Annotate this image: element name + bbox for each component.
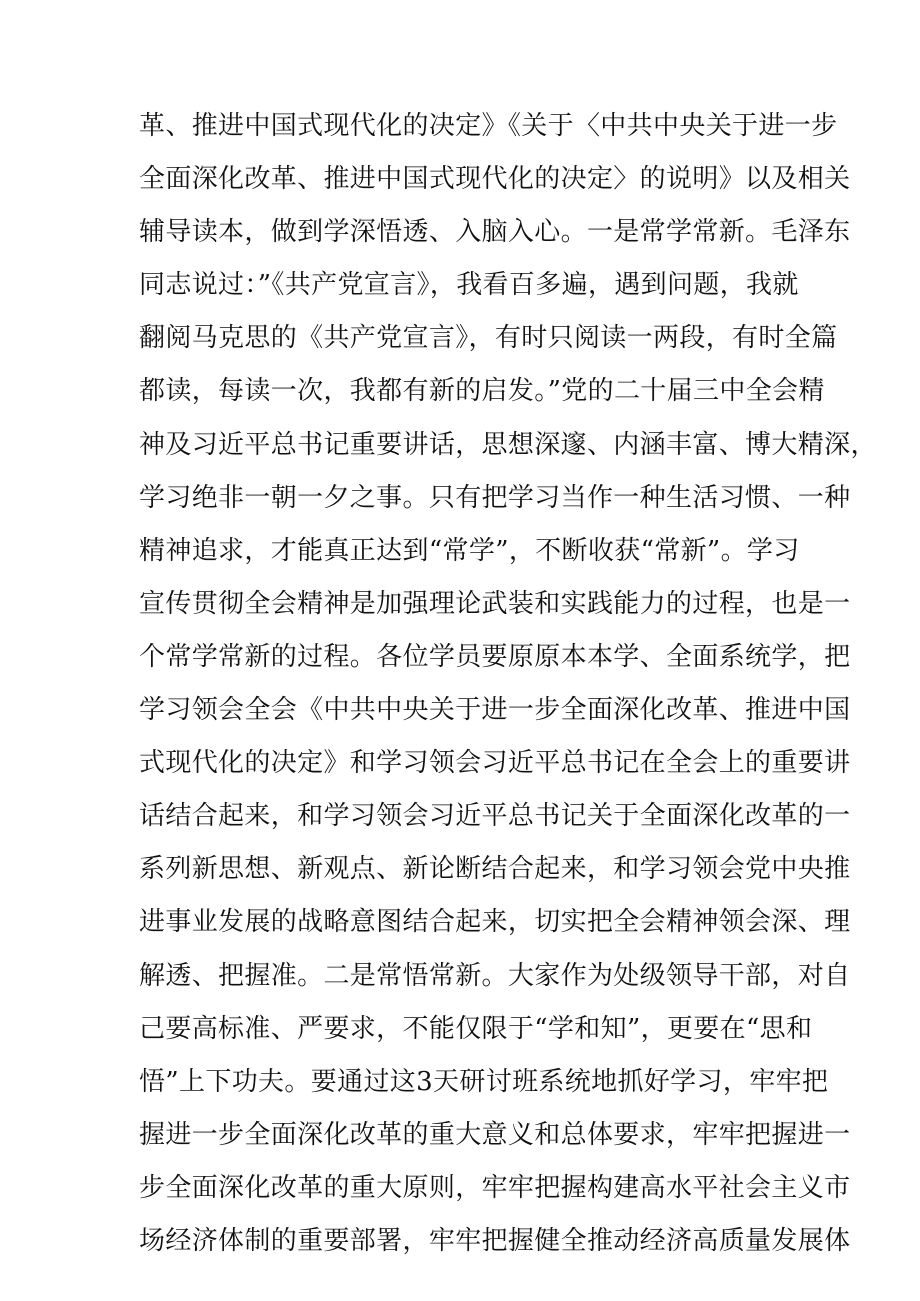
text-line: 同志说过：”《共产党宣言》，我看百多遍，遇到问题，我就 <box>139 270 799 301</box>
text-line: 式现代化的决定》和学习领会习近平总书记在全会上的重要讲 <box>139 748 851 779</box>
text-line: 握进一步全面深化改革的重大意义和总体要求，牢牢把握进一 <box>139 1119 851 1150</box>
text-line: 神及习近平总书记重要讲话，思想深邃、内涵丰富、博大精深， <box>139 429 877 460</box>
text-line: 系列新思想、新观点、新论断结合起来，和学习领会党中央推 <box>139 854 851 885</box>
text-line: 学习绝非一朝一夕之事。只有把学习当作一种生活习惯、一种 <box>139 482 851 513</box>
text-line: 翻阅马克思的《共产党宣言》，有时只阅读一两段，有时全篇 <box>139 323 838 354</box>
text-line: 宣传贯彻全会精神是加强理论武装和实践能力的过程，也是一 <box>139 588 851 619</box>
text-line: 革、推进中国式现代化的决定》《关于〈中共中央关于进一步 <box>139 111 838 141</box>
text-line: 场经济体制的重要部署，牢牢把握健全推动经济高质量发展体 <box>139 1225 851 1256</box>
text-line: 学习领会全会《中共中央关于进一步全面深化改革、推进中国 <box>139 695 851 726</box>
text-line: 解透、把握准。二是常悟常新。大家作为处级领导干部，对自 <box>139 960 851 991</box>
text-line: 己要高标准、严要求，不能仅限于“学和知”，更要在“思和 <box>139 1013 813 1044</box>
text-line: 个常学常新的过程。各位学员要原原本本学、全面系统学，把 <box>139 641 851 672</box>
text-line: 悟”上下功夫。要通过这3天研讨班系统地抓好学习，牢牢把 <box>139 1066 829 1097</box>
text-line: 辅导读本，做到学深悟透、入脑入心。一是常学常新。毛泽东 <box>139 217 851 248</box>
text-line: 话结合起来，和学习领会习近平总书记关于全面深化改革的一 <box>139 801 851 832</box>
text-line: 精神追求，才能真正达到“常学”，不断收获“常新”。学习 <box>139 535 800 566</box>
text-line: 都读，每读一次，我都有新的启发。”党的二十届三中全会精 <box>139 376 825 407</box>
text-line: 进事业发展的战略意图结合起来，切实把全会精神领会深、理 <box>139 907 851 938</box>
text-line: 全面深化改革、推进中国式现代化的决定〉的说明》以及相关 <box>139 164 851 195</box>
text-line: 步全面深化改革的重大原则，牢牢把握构建高水平社会主义市 <box>139 1172 851 1203</box>
body-text <box>139 100 877 1268</box>
